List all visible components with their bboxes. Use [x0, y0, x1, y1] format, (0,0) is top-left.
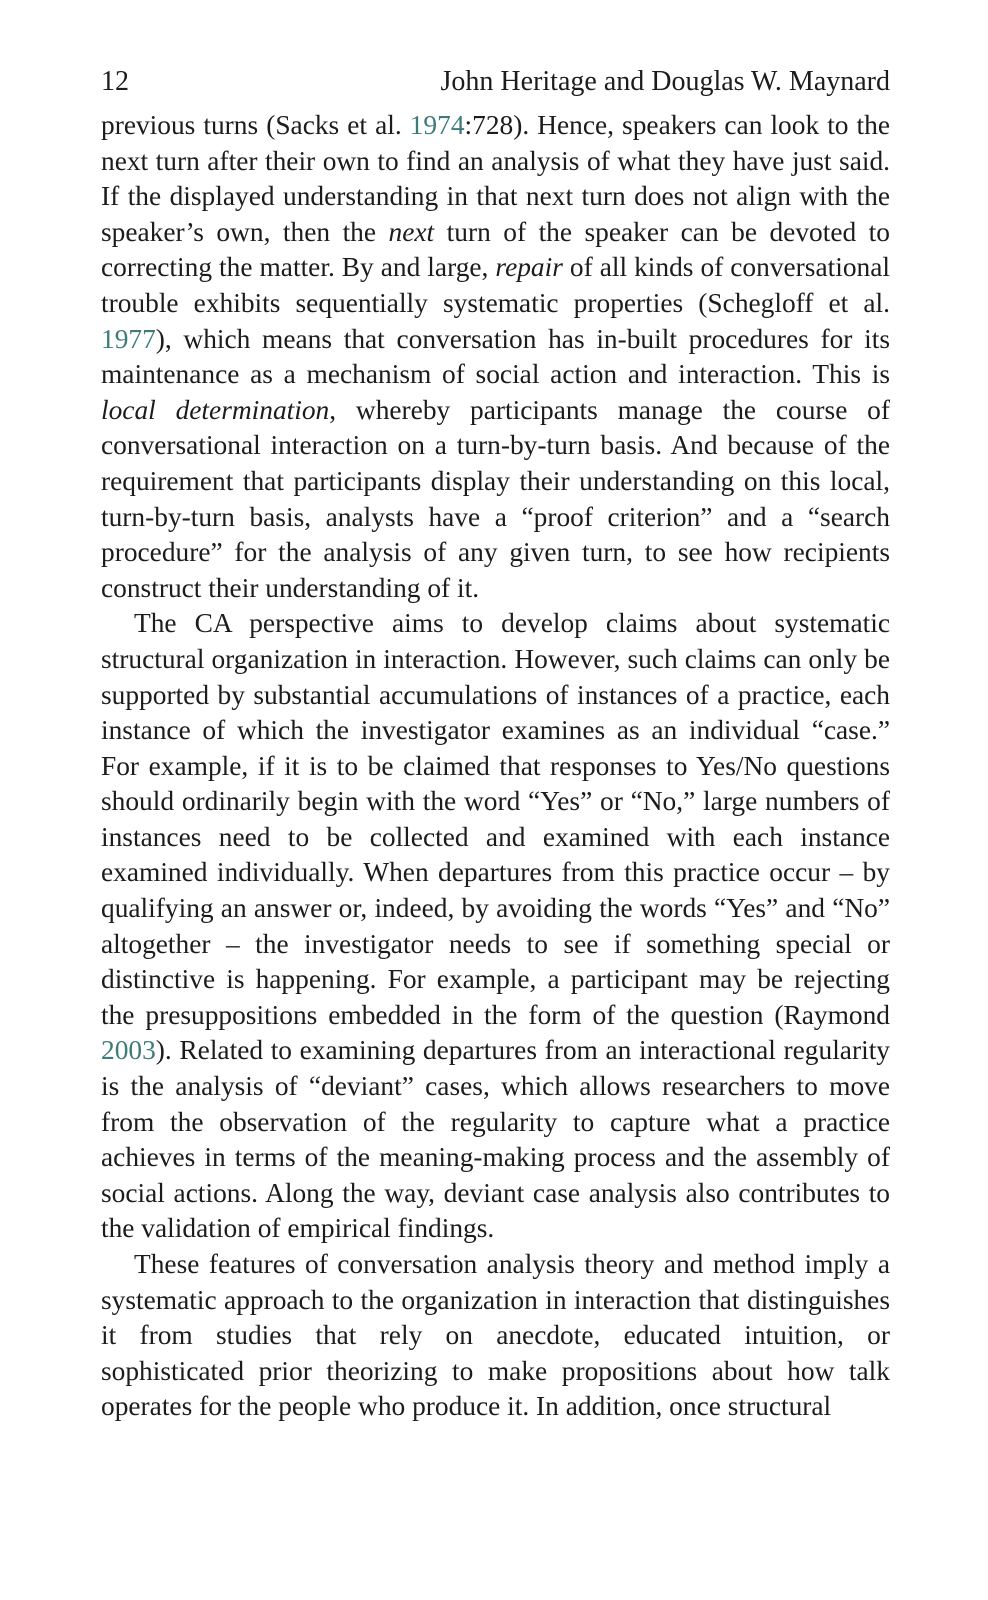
text-run: previous turns (Sacks et al. — [101, 110, 410, 140]
page-number: 12 — [101, 66, 129, 97]
text-run: turn of the speaker can be devoted to correcting the matter. By and large, — [101, 216, 890, 283]
text-run: of all kinds of conversational trouble exhibits sequentially systematic properties (Schegloff et al. — [101, 252, 890, 318]
paragraph — [101, 108, 890, 606]
emphasized-term: local determination — [101, 394, 330, 425]
text-run: ). Related to examining departures from an interactional regularity is the analysis of “deviant” cases, which allows researchers to move from the observation of the regularity to capture what a practice achieves in terms of the meaning-making process and the assembly of social actions. Along the way, deviant case analysis also contributes to the validation of empirical findings. — [101, 1035, 890, 1244]
emphasized-term: next — [388, 216, 435, 247]
paragraph — [101, 1247, 890, 1425]
running-head-authors: John Heritage and Douglas W. Maynard — [440, 66, 890, 97]
emphasized-term: repair — [495, 252, 563, 283]
body-text — [101, 108, 890, 1425]
running-head — [101, 64, 890, 108]
paragraph — [101, 606, 890, 1247]
text-run: The CA perspective aims to develop claims about systematic structural organization in interaction. However, such claims can only be supported by substantial accumulations of instances of a practice, each instance of which the investigator examines as an individual “case.” For example, if it is to be claimed that responses to Yes/No questions should ordinarily begin with the word “Yes” or “No,” large numbers of instances need to be collected and examined with each instance examined individually. When departures from this practice occur – by qualifying an answer or, indeed, by avoiding the words “Yes” and “No” altogether – the investigator needs to see if something special or distinctive is happening. For example, a participant may be rejecting the presuppositions embedded in the form of the question (Raymond — [101, 608, 890, 1030]
page — [101, 64, 890, 1425]
citation-link[interactable]: 1974 — [409, 110, 465, 140]
text-run: , whereby participants manage the course of conversational interaction on a turn-by-turn basis. And because of the requirement that participants display their understanding on this local, turn-by-turn basis, analysts have a “proof criterion” and a “search procedure” for the analysis of any given turn, to see how recipients construct their understanding of it. — [101, 394, 890, 603]
text-run: ), which means that conversation has in-built procedures for its maintenance as a mechanism of social action and interaction. This is — [101, 323, 890, 390]
citation-link[interactable]: 2003 — [101, 1035, 156, 1066]
citation-link[interactable]: 1977 — [101, 323, 156, 354]
text-run: These features of conversation analysis theory and method imply a systematic approach to the organization in interaction that distinguishes it from studies that rely on anecdote, educated intuition, or sophisticated prior theorizing to make propositions about how talk operates for the people who produce it. In addition, once structural — [101, 1249, 890, 1422]
text-run: :728). Hence, speakers can look to the next turn after their own to find an analysis of what they have just said. If the displayed understanding in that next turn does not align with the speaker’s own, then the — [101, 110, 890, 247]
